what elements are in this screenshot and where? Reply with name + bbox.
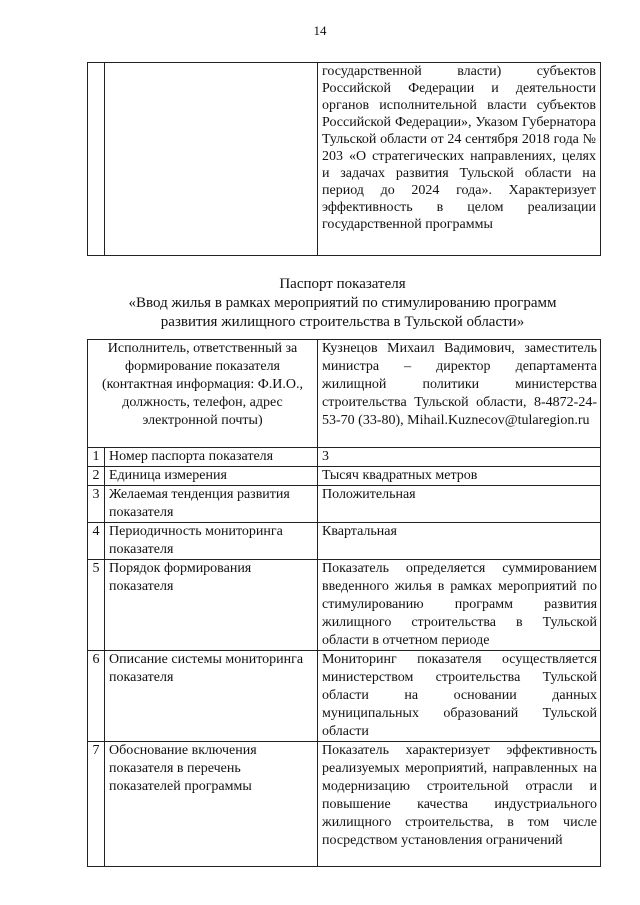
continuation-table — [87, 62, 601, 256]
table-row — [88, 523, 601, 560]
continuation-num-cell — [88, 63, 105, 256]
table-row — [88, 742, 601, 867]
passport-title-line-2: «Ввод жилья в рамках мероприятий по стимулированию программ — [128, 295, 557, 311]
continuation-row — [88, 63, 601, 256]
page-number: 14 — [313, 23, 327, 38]
table-row — [88, 560, 601, 651]
table-row — [88, 486, 601, 523]
row-value: Тысяч квадратных метров — [318, 467, 601, 486]
row-value: Показатель определяется суммированием введенного жилья в рамках мероприятий по стимулированию программ развития жилищного строительства в Тульской области в отчетном периоде — [318, 560, 601, 651]
row-number: 3 — [88, 486, 105, 523]
row-label: Порядок формирования показателя — [105, 560, 318, 651]
passport-header-row — [88, 340, 601, 448]
row-label: Периодичность мониторинга показателя — [105, 523, 318, 560]
row-value: Показатель характеризует эффективность реализуемых мероприятий, направленных на модернизацию строительной отрасли и повышение качества индустриального жилищного строительства, в том числе посредством установления ограничений — [318, 742, 601, 867]
row-label: Номер паспорта показателя — [105, 448, 318, 467]
header-value: Кузнецов Михаил Вадимович, заместитель министра – директор департамента жилищной политики министерства строительства Тульской области, 8-4872-24-53-70 (33-80), Mihail.Kuznecov@tularegion.ru — [318, 340, 601, 448]
row-value: Квартальная — [318, 523, 601, 560]
row-label: Единица измерения — [105, 467, 318, 486]
table-row — [88, 651, 601, 742]
passport-title — [90, 275, 595, 332]
table-row — [88, 467, 601, 486]
row-value: Мониторинг показателя осуществляется министерством строительства Тульской области на основании данных муниципальных образований Тульской области — [318, 651, 601, 742]
row-number: 6 — [88, 651, 105, 742]
table-row — [88, 448, 601, 467]
header-label: Исполнитель, ответственный за формирование показателя (контактная информация: Ф.И.О., должность, телефон, адрес электронной почты) — [88, 340, 318, 448]
row-number: 2 — [88, 467, 105, 486]
row-label: Обоснование включения показателя в перечень показателей программы — [105, 742, 318, 867]
row-number: 7 — [88, 742, 105, 867]
row-value: 3 — [318, 448, 601, 467]
continuation-label-cell — [105, 63, 318, 256]
row-label: Описание системы мониторинга показателя — [105, 651, 318, 742]
row-number: 1 — [88, 448, 105, 467]
continuation-text: государственной власти) субъектов Российской Федерации и деятельности органов исполнительной власти субъектов Российской Федерации», Указом Губернатора Тульской области от 24 сентября 2018 года № 203 «О стратегических направлениях, целях и задачах развития Тульской области на период до 2024 года». Характеризует эффективность в целом реализации государственной программы — [318, 63, 601, 256]
passport-table — [87, 339, 601, 867]
passport-title-line-1: Паспорт показателя — [279, 276, 406, 292]
row-value: Положительная — [318, 486, 601, 523]
row-label: Желаемая тенденция развития показателя — [105, 486, 318, 523]
row-number: 4 — [88, 523, 105, 560]
passport-title-line-3: развития жилищного строительства в Тульской области» — [160, 314, 525, 330]
row-number: 5 — [88, 560, 105, 651]
